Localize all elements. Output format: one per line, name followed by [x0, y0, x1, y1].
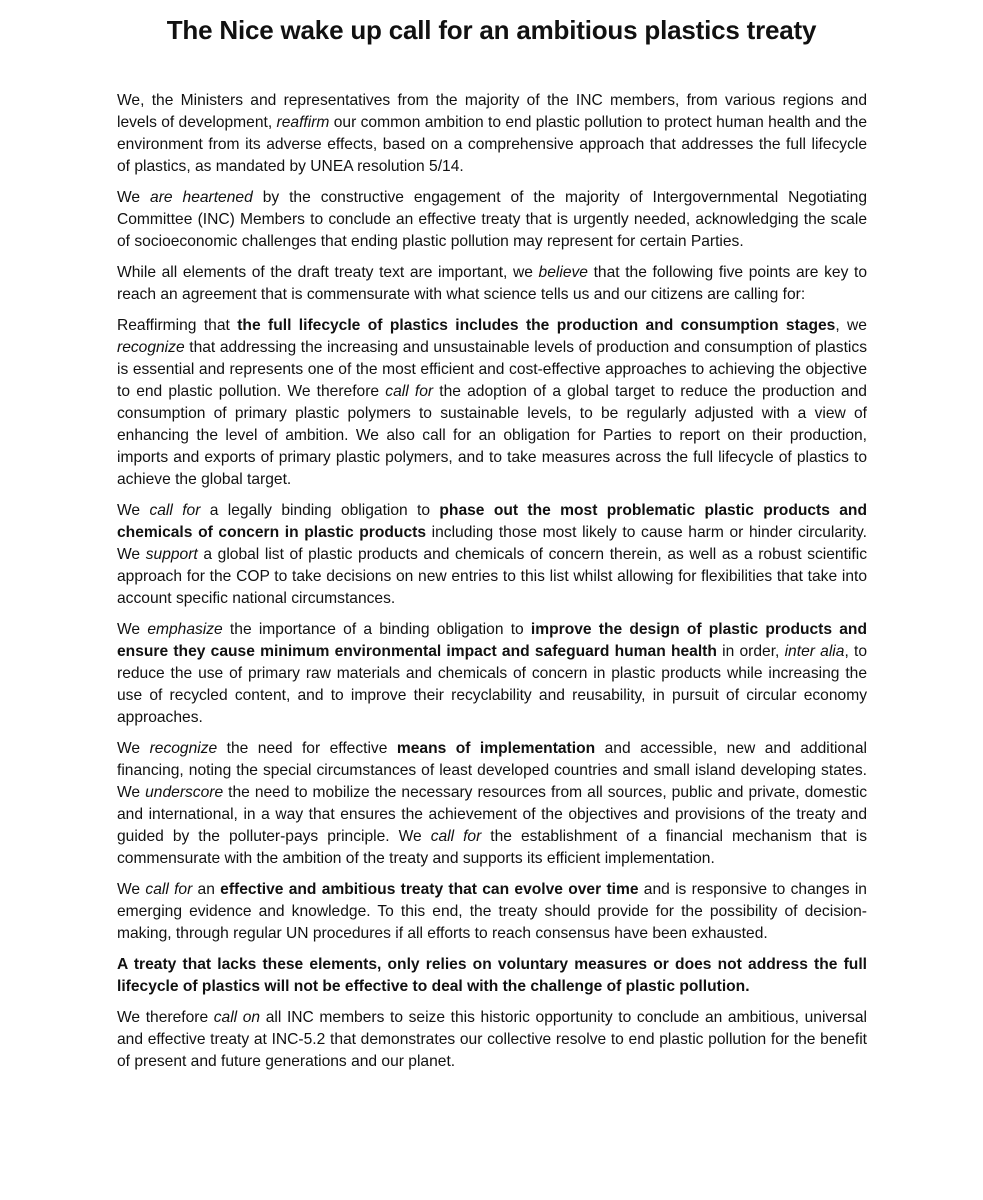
italic-text: emphasize: [147, 621, 223, 638]
text-run: in order,: [716, 643, 785, 660]
text-run: our common ambition to end plastic pollution to protect human health and the environment from its adverse effects, based on a comprehensive approach that addresses the full lifecycle of plastics, as mandated by UNEA resolution 5/14.: [117, 114, 867, 175]
text-run: a legally binding obligation to: [200, 502, 440, 519]
paragraph-6: [117, 619, 867, 729]
text-run: a global list of plastic products and chemicals of concern therein, as well as a robust scientific approach for the COP to take decisions on new entries to this list whilst allowing for flexibilities that take into account specific national circumstances.: [117, 546, 867, 607]
bold-text: improve the design of plastic products and ensure they cause minimum environmental impact and safeguard human health: [117, 621, 867, 660]
bold-text: A treaty that lacks these elements, only relies on voluntary measures or does not address the full lifecycle of plastics will not be effective to deal with the challenge of plastic pollution.: [117, 956, 867, 995]
italic-text: recognize: [149, 740, 218, 757]
paragraph-4: [117, 315, 867, 491]
italic-text: underscore: [145, 784, 224, 801]
text-run: the adoption of a global target to reduce the production and consumption of primary plastic polymers to sustainable levels, to be regularly adjusted with a view of enhancing the level of ambition. We also call for an obligation for Parties to report on their production, imports and exports of primary plastic polymers, and to take measures across the full lifecycle of plastics to achieve the global target.: [117, 383, 867, 488]
italic-text: call on: [213, 1009, 261, 1026]
text-run: Reaffirming that: [117, 317, 238, 334]
paragraph-9: [117, 954, 867, 998]
text-run: We: [117, 189, 151, 206]
paragraph-8: [117, 879, 867, 945]
text-run: the establishment of a financial mechanism that is commensurate with the ambition of the treaty and supports its efficient implementation.: [117, 828, 867, 867]
text-run: including those most likely to cause harm or hinder circularity. We: [117, 524, 867, 563]
italic-text: call for: [430, 828, 482, 845]
paragraph-5: [117, 500, 867, 610]
bold-text: means of implementation: [396, 740, 596, 757]
italic-text: believe: [538, 264, 588, 281]
bold-text: phase out the most problematic plastic products and chemicals of concern in plastic products: [117, 502, 867, 541]
italic-text: call for: [145, 881, 193, 898]
bold-text: effective and ambitious treaty that can evolve over time: [220, 881, 639, 898]
document-body: [117, 90, 867, 1082]
italic-text: reaffirm: [276, 114, 330, 131]
italic-text: call for: [385, 383, 434, 400]
paragraph-1: [117, 90, 867, 178]
text-run: We: [117, 621, 148, 638]
text-run: , to reduce the use of primary raw materials and chemicals of concern in plastic products while increasing the use of recycled content, and to improve their recyclability and reusability, in pursuit of circular economy approaches.: [117, 643, 868, 726]
paragraph-10: [117, 1007, 867, 1073]
text-run: We therefore: [117, 1009, 214, 1026]
text-run: We: [117, 502, 150, 519]
italic-text: inter alia: [784, 643, 845, 660]
text-run: and is responsive to changes in emerging evidence and knowledge. To this end, the treaty should provide for the possibility of decision-making, through regular UN procedures if all efforts to reach consensus have been exhausted.: [117, 881, 867, 942]
text-run: that the following five points are key to reach an agreement that is commensurate with what science tells us and our citizens are calling for:: [117, 264, 867, 303]
text-run: the need to mobilize the necessary resources from all sources, public and private, domestic and international, in a way that ensures the achievement of the objectives and provisions of the treaty and guided by the polluter-pays principle. We: [117, 784, 867, 845]
italic-text: support: [145, 546, 198, 563]
paragraph-3: [117, 262, 867, 306]
text-run: We: [117, 881, 146, 898]
text-run: that addressing the increasing and unsustainable levels of production and consumption of plastics is essential and represents one of the most efficient and cost-effective approaches to achieving the objective to end plastic pollution. We therefore: [117, 339, 867, 400]
italic-text: are heartened: [150, 189, 253, 206]
text-run: , we: [835, 317, 867, 334]
text-run: We, the Ministers and representatives from the majority of the INC members, from various regions and levels of development,: [117, 92, 867, 131]
text-run: We: [117, 740, 150, 757]
text-run: and accessible, new and additional financing, noting the special circumstances of least developed countries and small island developing states. We: [117, 740, 867, 801]
italic-text: recognize: [117, 339, 185, 356]
text-run: While all elements of the draft treaty text are important, we: [117, 264, 539, 281]
text-run: an: [192, 881, 221, 898]
paragraph-2: [117, 187, 867, 253]
paragraph-7: [117, 738, 867, 870]
text-run: by the constructive engagement of the majority of Intergovernmental Negotiating Committee (INC) Members to conclude an effective treaty that is urgently needed, acknowledging the scale of socioeconomic challenges that ending plastic pollution may represent for certain Parties.: [117, 189, 867, 250]
text-run: the need for effective: [217, 740, 397, 757]
text-run: all INC members to seize this historic opportunity to conclude an ambitious, universal and effective treaty at INC-5.2 that demonstrates our collective resolve to end plastic pollution for the benefit of present and future generations and our planet.: [117, 1009, 867, 1070]
bold-text: the full lifecycle of plastics includes the production and consumption stages: [237, 317, 836, 334]
document-title: The Nice wake up call for an ambitious plastics treaty: [166, 15, 817, 45]
text-run: the importance of a binding obligation to: [222, 621, 531, 638]
italic-text: call for: [149, 502, 201, 519]
